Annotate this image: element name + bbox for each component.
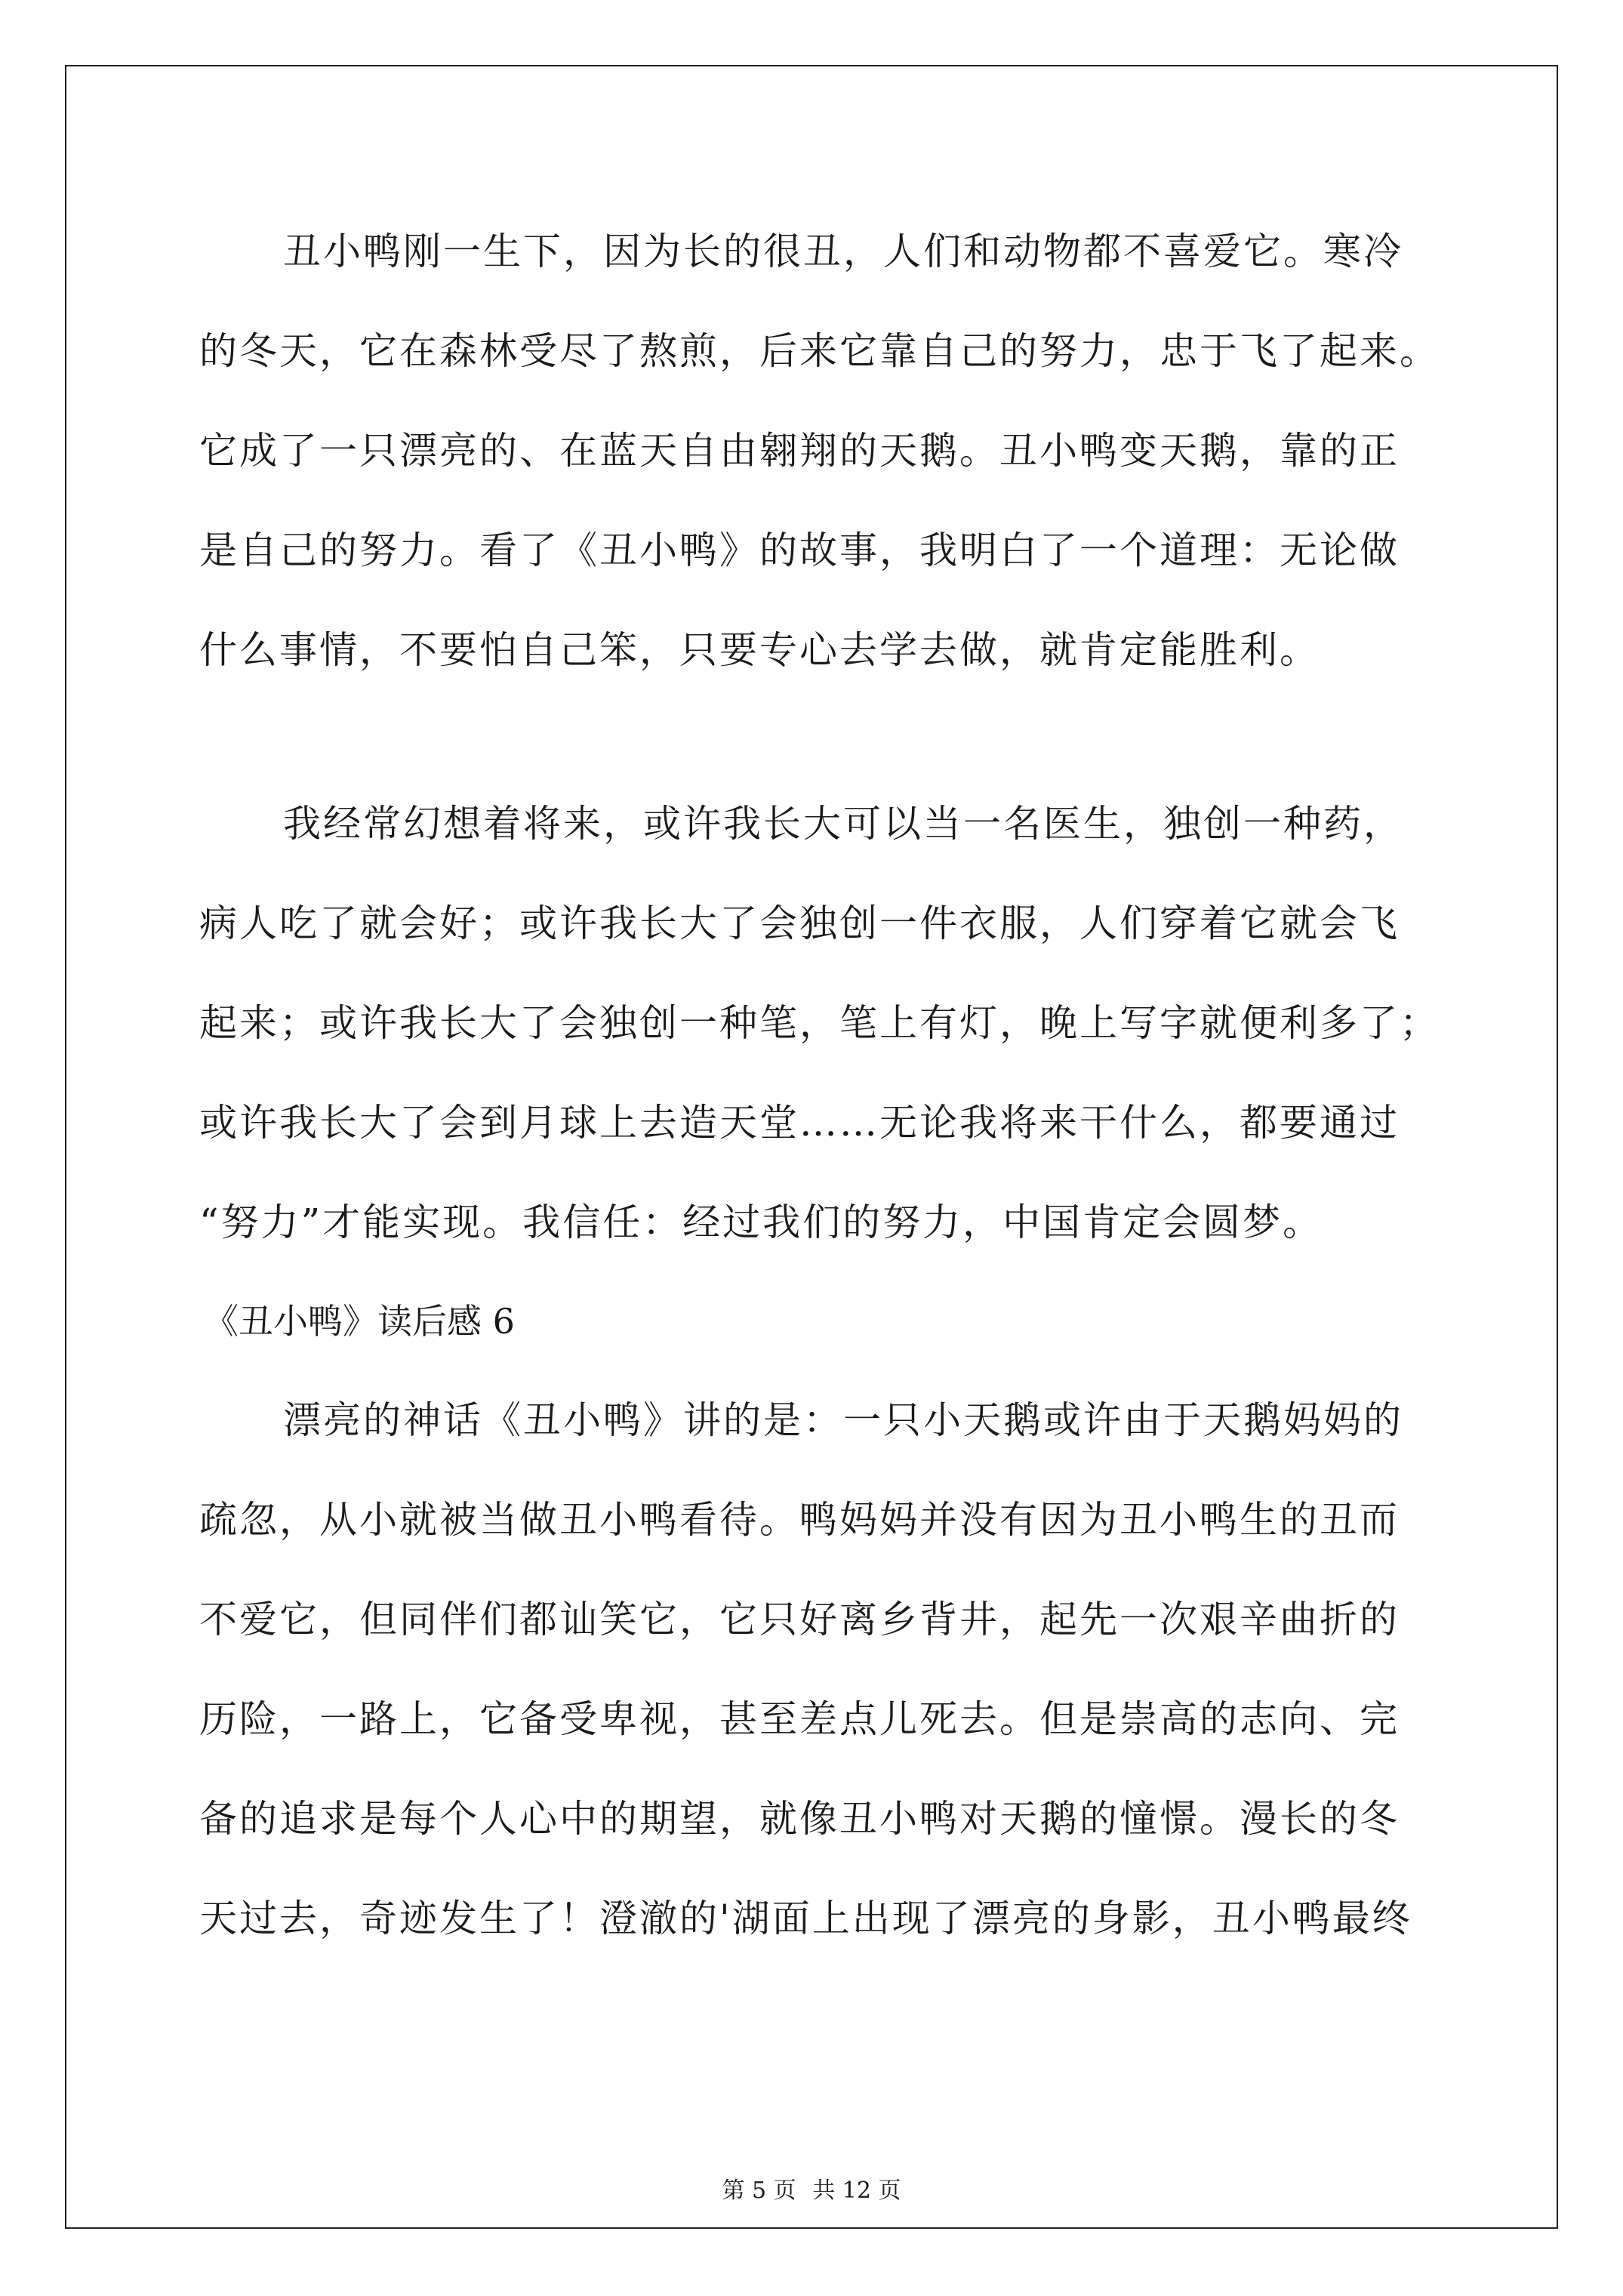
section-heading: 《丑小鸭》读后感 6 bbox=[204, 1301, 515, 1342]
paragraph-3-line-4: 历险，一路上，它备受卑视，甚至差点儿死去。但是崇高的志向、完 bbox=[199, 1697, 1400, 1741]
paragraph-3-line-3: 不爱它，但同伴们都讪笑它，它只好离乡背井，起先一次艰辛曲折的 bbox=[199, 1598, 1400, 1641]
paragraph-2-line-3: 起来；或许我长大了会独创一种笔，笔上有灯，晚上写字就便利多了； bbox=[199, 1001, 1440, 1045]
paragraph-1-line-3: 它成了一只漂亮的、在蓝天自由翱翔的天鹅。丑小鸭变天鹅，靠的正 bbox=[199, 429, 1400, 473]
page-footer bbox=[0, 2176, 1623, 2206]
paragraph-3-line-1: 漂亮的神话《丑小鸭》讲的是：一只小天鹅或许由于天鹅妈妈的 bbox=[283, 1398, 1403, 1442]
paragraph-2-line-4: 或许我长大了会到月球上去造天堂……无论我将来干什么，都要通过 bbox=[199, 1101, 1400, 1145]
paragraph-1-line-4: 是自己的努力。看了《丑小鸭》的故事，我明白了一个道理：无论做 bbox=[199, 529, 1400, 572]
paragraph-3-line-5: 备的追求是每个人心中的期望，就像丑小鸭对天鹅的憧憬。漫长的冬 bbox=[199, 1797, 1400, 1841]
page-total: 共 12 页 bbox=[812, 2177, 901, 2204]
page-number: 第 5 页 bbox=[722, 2177, 796, 2204]
paragraph-2-line-2: 病人吃了就会好；或许我长大了会独创一件衣服，人们穿着它就会飞 bbox=[199, 901, 1400, 945]
paragraph-2-line-1: 我经常幻想着将来，或许我长大可以当一名医生，独创一种药， bbox=[283, 802, 1403, 846]
paragraph-2-line-5: “努力”才能实现。我信任：经过我们的努力，中国肯定会圆梦。 bbox=[199, 1200, 1323, 1244]
paragraph-1-line-1: 丑小鸭刚一生下，因为长的很丑，人们和动物都不喜爱它。寒冷 bbox=[283, 230, 1403, 273]
paragraph-1-line-5: 什么事情，不要怕自己笨，只要专心去学去做，就肯定能胜利。 bbox=[199, 628, 1320, 672]
paragraph-3-line-6: 天过去，奇迹发生了！澄澈的'湖面上出现了漂亮的身影，丑小鸭最终 bbox=[199, 1897, 1412, 1940]
paragraph-3-line-2: 疏忽，从小就被当做丑小鸭看待。鸭妈妈并没有因为丑小鸭生的丑而 bbox=[199, 1498, 1400, 1542]
paragraph-1-line-2: 的冬天，它在森林受尽了熬煎，后来它靠自己的努力，忠于飞了起来。 bbox=[199, 329, 1440, 373]
